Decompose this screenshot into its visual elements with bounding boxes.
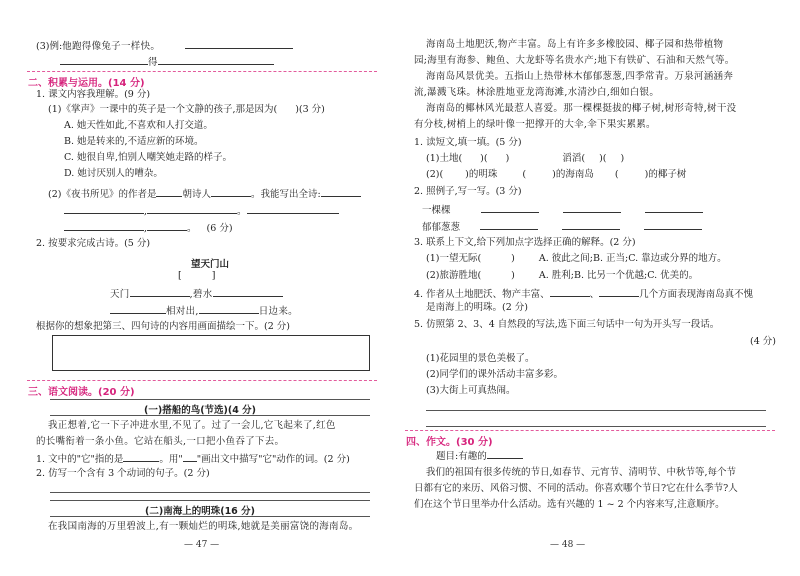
r-q4: 4. 作者从土地肥沃、物产丰富、 、 几个方面表现海南岛真不愧 <box>414 289 754 300</box>
poem-lines-2: , 。 (6 分) <box>64 221 233 235</box>
answer-blank[interactable] <box>247 204 339 214</box>
rule <box>50 500 370 501</box>
draw-instruction: 根据你的想象把第三、四句诗的内容用画面描绘一下。(2 分) <box>36 321 290 332</box>
reading-q2: 2. 仿写一个含有 3 个动词的句子。(2 分) <box>36 468 210 479</box>
q2-row-2: 郁郁葱葱 <box>422 220 702 234</box>
answer-blank[interactable] <box>185 39 293 49</box>
fill-row-2: (2)( )的明珠 ( )的海南岛 ( )的椰子树 <box>426 169 687 180</box>
option-b: B. 她是转来的,不适应新的环境。 <box>64 136 204 147</box>
r-q5: 5. 仿照第 2、3、4 自然段的写法,选下面三句话中一句为开头写一段话。 <box>414 319 720 330</box>
passage-line: 海南岛风景优美。五指山上热带林木郁郁葱葱,四季常青。万泉河涵涵奔 <box>426 71 734 82</box>
poem-author-bracket: [ ] <box>178 270 216 281</box>
answer-line[interactable] <box>50 492 370 493</box>
essay-topic: 题目:有趣的 <box>436 449 523 463</box>
essay-line: 日都有它的来历、风俗习惯、不同的活动。你喜欢哪个节日?它在什么季节?人 <box>414 483 738 494</box>
q5-option: (1)花园里的景色美极了。 <box>426 353 535 364</box>
answer-blank[interactable] <box>123 452 159 462</box>
essay-line: 我们的祖国有很多传统的节日,如春节、元宵节、清明节、中秋节等,每个节 <box>426 467 737 478</box>
reading-2-title: (二)南海上的明珠(16 分) <box>145 506 255 517</box>
rule <box>50 399 370 400</box>
option-d: D. 她讨厌别人的嘈杂。 <box>64 168 163 179</box>
answer-blank[interactable] <box>183 452 197 462</box>
option-c: C. 她很自卑,怕别人嘲笑她走路的样子。 <box>64 152 232 163</box>
passage-line: 有分枝,树梢上的绿叶像一把撑开的大伞,伞下果实累累。 <box>414 119 656 130</box>
poem-title: 望天门山 <box>190 259 229 270</box>
answer-blank[interactable] <box>213 287 283 297</box>
passage-line: 园;海里有海参、鲍鱼、大龙虾等名贵水产;地下有铁矿、石油和天然气等。 <box>414 55 735 66</box>
section-2-title: 二、积累与运用。(14 分) <box>28 78 145 89</box>
section-divider <box>27 380 377 381</box>
section-divider <box>405 430 775 431</box>
answer-blank[interactable] <box>156 187 182 197</box>
answer-blank[interactable] <box>64 221 144 231</box>
answer-blank[interactable] <box>563 203 621 213</box>
answer-blank[interactable] <box>481 203 539 213</box>
q3-item-1: (1)一望无际( ) A. 彼此之间;B. 正当;C. 靠边或分界的地方。 <box>426 253 727 264</box>
answer-blank[interactable] <box>130 287 190 297</box>
answer-blank[interactable] <box>211 187 251 197</box>
q3-example-line: (3)例:他跑得像兔子一样快。 <box>36 39 293 53</box>
poem-line-2: 相对出, 日边来。 <box>110 304 298 318</box>
q2-row-1: 一棵棵 <box>422 203 703 217</box>
section-4-title: 四、作文。(30 分) <box>406 437 493 448</box>
answer-blank[interactable] <box>644 220 702 230</box>
q2-1-1: (1)《掌声》一课中的英子是一个文静的孩子,那是因为( )(3 分) <box>48 104 325 115</box>
section-3-title: 三、语文阅读。(20 分) <box>28 387 135 398</box>
answer-blank[interactable] <box>147 204 237 214</box>
q5-option: (2)同学们的课外活动丰富多彩。 <box>426 369 563 380</box>
passage-line: 的长嘴衔着一条小鱼。它站在船头,一口把小鱼吞了下去。 <box>36 436 285 447</box>
q2-2-heading: 2. 按要求完成古诗。(5 分) <box>36 238 151 249</box>
q3-item-2: (2)旅游胜地( ) A. 胜利;B. 比另一个优越;C. 优美的。 <box>426 270 699 281</box>
page-48 <box>400 0 800 576</box>
answer-blank[interactable] <box>158 55 274 65</box>
answer-line[interactable] <box>426 410 766 411</box>
answer-blank[interactable] <box>64 204 144 214</box>
r-q4-cont: 是南海上的明珠。(2 分) <box>426 302 528 313</box>
q2-1-2: (2)《夜书所见》的作者是 朝诗人 。我能写出全诗: <box>48 187 361 201</box>
section-divider <box>27 71 377 72</box>
passage-line: 流,瀑溅飞珠。林涂胜地亚龙湾海滩,水清沙白,细如白银。 <box>414 87 660 98</box>
answer-blank[interactable] <box>645 203 703 213</box>
answer-blank[interactable] <box>562 220 620 230</box>
q2-1-heading: 1. 课文内容我理解。(9 分) <box>36 89 151 100</box>
passage-line: 海南岛的椰林风光最惹人喜爱。那一棵棵挺拔的椰子树,树形奇特,树干没 <box>426 103 737 114</box>
passage-line: 在我国南海的万里碧波上,有一颗灿烂的明珠,她就是美丽富饶的海南岛。 <box>48 521 359 532</box>
answer-line[interactable] <box>426 426 766 427</box>
option-a: A. 她天性如此,不喜欢和人打交道。 <box>64 120 213 131</box>
poem-lines: , 。 <box>64 204 339 218</box>
r-q1-heading: 1. 读短文,填一填。(5 分) <box>414 137 522 148</box>
r-q3-heading: 3. 联系上下文,给下列加点字选择正确的解释。(2 分) <box>414 237 636 248</box>
answer-blank[interactable] <box>550 287 590 297</box>
answer-blank[interactable] <box>599 287 639 297</box>
q5-option: (3)大街上可真热闹。 <box>426 385 516 396</box>
answer-blank[interactable] <box>60 55 148 65</box>
topic-blank[interactable] <box>487 449 523 459</box>
reading-1-title: (一)搭船的鸟(节选)(4 分) <box>144 405 256 416</box>
answer-blank[interactable] <box>321 187 361 197</box>
fill-row-1: (1)土地( )( ) 滔滔( )( ) <box>426 153 625 164</box>
rule <box>50 415 370 416</box>
passage-line: 我正想着,它一下子冲进水里,不见了。过了一会儿,它飞起来了,红色 <box>48 420 336 431</box>
answer-blank[interactable] <box>110 304 166 314</box>
r-q2-heading: 2. 照例子,写一写。(3 分) <box>414 186 522 197</box>
page-number: — 48 — <box>550 540 586 550</box>
answer-blank[interactable] <box>480 220 538 230</box>
reading-q1: 1. 文中的"它"指的是 。用" "画出文中描写"它"动作的词。(2 分) <box>36 454 350 465</box>
q3-de-line: 得 <box>60 55 274 69</box>
page-number: — 47 — <box>184 540 220 550</box>
drawing-box[interactable] <box>52 335 370 371</box>
poem-line-1: 天门 ,碧水 <box>110 287 283 301</box>
passage-line: 海南岛土地肥沃,物产丰富。岛上有许多多橡胶园、椰子园和热带植物 <box>426 39 724 50</box>
answer-blank[interactable] <box>199 304 259 314</box>
answer-blank[interactable] <box>147 221 187 231</box>
rule <box>50 516 370 517</box>
r-q5-score: (4 分) <box>750 336 776 347</box>
essay-line: 们在这个节日里举办什么活动。选有兴趣的 1 ~ 2 个内容来写,注意顺序。 <box>414 499 725 510</box>
